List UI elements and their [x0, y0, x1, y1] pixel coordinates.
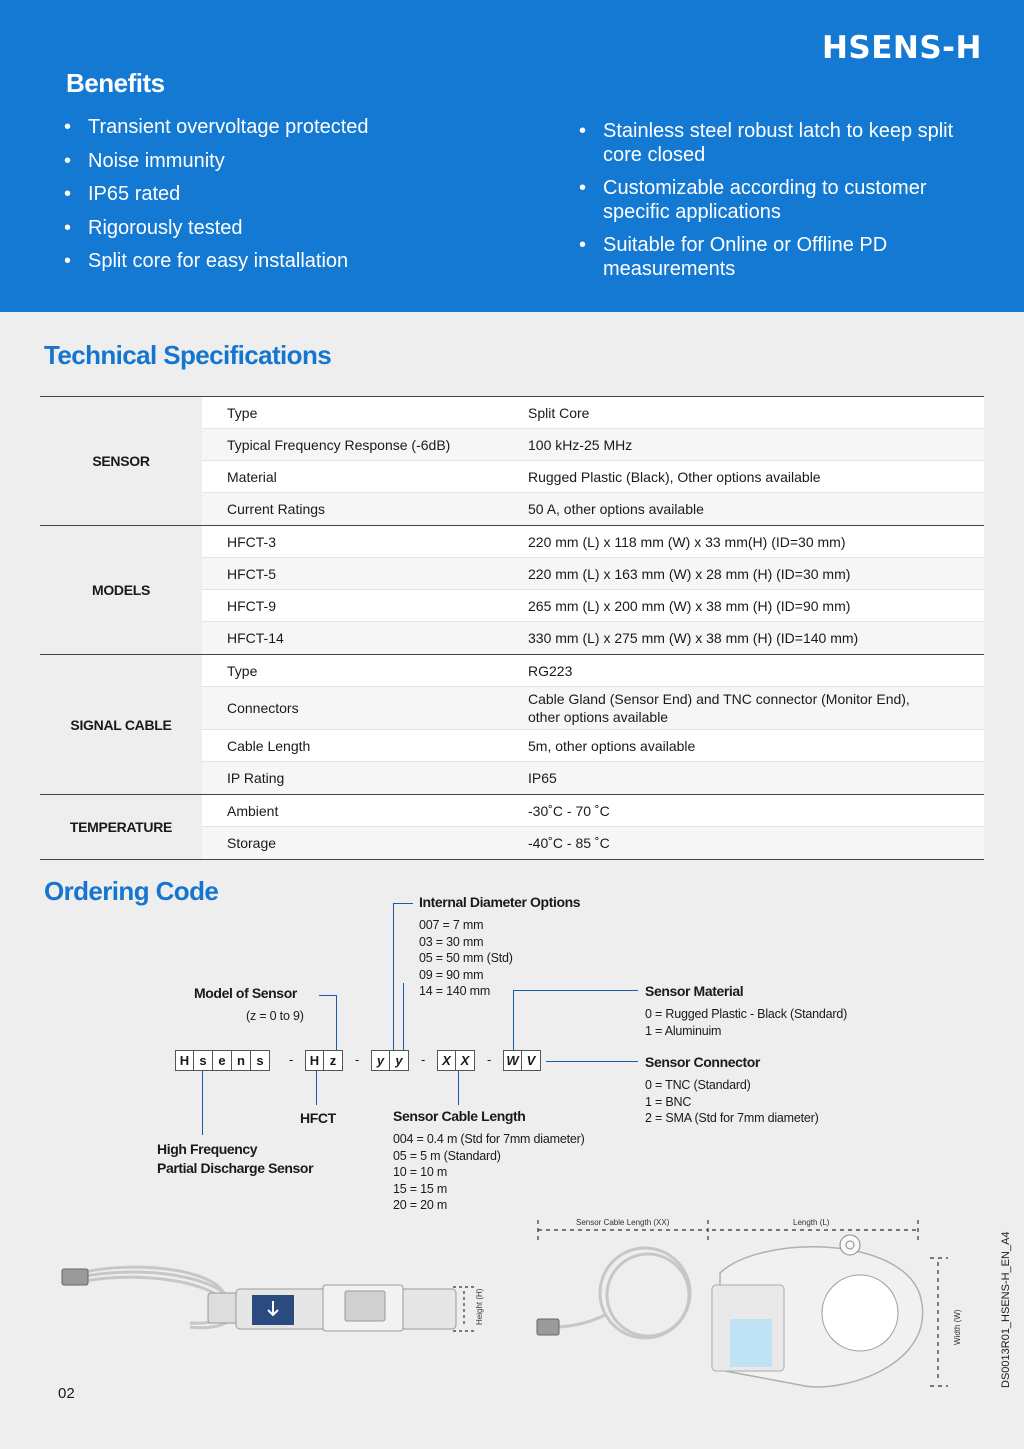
- table-row: [202, 762, 984, 794]
- table-row: [202, 429, 984, 461]
- ordering-title: Ordering Code: [44, 876, 219, 906]
- spec-value: 265 mm (L) x 200 mm (W) x 38 mm (H) (ID=90 mm): [528, 597, 851, 614]
- cable-length-title: Sensor Cable Length: [393, 1108, 526, 1124]
- leader-line: [393, 903, 394, 1050]
- table-row: [202, 622, 984, 654]
- spec-key: HFCT-5: [227, 565, 276, 582]
- code-char: s: [194, 1050, 213, 1071]
- internal-diameter-title: Internal Diameter Options: [419, 894, 581, 910]
- brand-logo: HSENS-H: [821, 30, 982, 66]
- spec-value: RG223: [528, 662, 573, 679]
- code-char: y: [390, 1050, 409, 1071]
- sensor-connector-options: [645, 1077, 819, 1127]
- spec-value: 330 mm (L) x 275 mm (W) x 38 mm (H) (ID=140 mm): [528, 630, 859, 646]
- option-line: 0 = TNC (Standard): [645, 1078, 751, 1092]
- benefit-item: • Customizable according to customer specific applications: [579, 176, 979, 224]
- leader-line: [393, 903, 413, 904]
- specs-title: Technical Specifications: [44, 340, 332, 370]
- sensor-material-title: Sensor Material: [645, 983, 744, 999]
- code-char: H: [175, 1050, 194, 1071]
- benefits-title: Benefits: [66, 68, 165, 98]
- option-line: 10 = 10 m: [393, 1165, 448, 1179]
- benefit-item: • Rigorously tested: [64, 216, 369, 240]
- benefit-item: • Suitable for Online or Offline PD measurements: [579, 233, 979, 281]
- spec-value: -40˚C - 85 ˚C: [528, 835, 610, 851]
- spec-group-label: TEMPERATURE: [69, 819, 173, 835]
- spec-key: Cable Length: [227, 737, 311, 754]
- code-box-hsens: [175, 1050, 270, 1071]
- spec-group-signal-cable: [40, 654, 984, 794]
- option-line: 05 = 50 mm (Std): [419, 951, 513, 965]
- specs-table: [40, 396, 984, 860]
- option-line: 1 = Aluminuim: [645, 1023, 722, 1038]
- code-char: H: [305, 1050, 324, 1071]
- spec-group-models: [40, 525, 984, 654]
- spec-value: 5m, other options available: [528, 737, 696, 754]
- spec-value: Rugged Plastic (Black), Other options available: [528, 468, 821, 485]
- spec-value: Split Core: [528, 404, 590, 421]
- option-line: 2 = SMA (Std for 7mm diameter): [645, 1111, 819, 1125]
- model-note: (z = 0 to 9): [246, 1009, 304, 1023]
- table-row: [202, 461, 984, 493]
- option-line: 004 = 0.4 m (Std for 7mm diameter): [393, 1132, 585, 1146]
- code-char: n: [232, 1050, 251, 1071]
- option-line: 007 = 7 mm: [419, 918, 484, 932]
- length-label: Length (L): [793, 1218, 830, 1227]
- code-char: z: [324, 1050, 343, 1071]
- table-row: [202, 827, 984, 859]
- spec-value: 100 kHz-25 MHz: [528, 436, 633, 453]
- leader-line: [319, 995, 336, 996]
- table-row: [202, 493, 984, 525]
- option-line: 15 = 15 m: [393, 1181, 448, 1196]
- spec-value: 50 A, other options available: [528, 501, 704, 517]
- spec-key: Ambient: [227, 802, 279, 819]
- spec-group-sensor: [40, 396, 984, 525]
- cable-length-options: [393, 1131, 585, 1214]
- option-line: 0 = Rugged Plastic - Black (Standard): [645, 1007, 848, 1021]
- spec-group-temperature: [40, 794, 984, 860]
- spec-value: IP65: [528, 770, 557, 786]
- spec-key: HFCT-14: [227, 630, 284, 646]
- leader-line: [336, 995, 337, 1050]
- spec-value: Cable Gland (Sensor End) and TNC connector (Monitor End), other options available: [528, 691, 910, 725]
- cable-gland-icon: [208, 1293, 238, 1323]
- cable-coil-right: [555, 1248, 690, 1338]
- option-line: 20 = 20 m: [393, 1198, 448, 1212]
- sensor-drawing: [40, 1215, 1000, 1395]
- spec-key: IP Rating: [227, 770, 285, 786]
- option-line: 03 = 30 mm: [419, 934, 484, 949]
- spec-key: Material: [227, 468, 277, 485]
- label-line: Partial Discharge Sensor: [157, 1160, 314, 1176]
- sensor-material-options: [645, 1006, 847, 1039]
- leader-line: [546, 1061, 638, 1062]
- table-row: [202, 397, 984, 429]
- spec-value: 220 mm (L) x 163 mm (W) x 28 mm (H) (ID=30 mm): [528, 565, 851, 582]
- table-row: [202, 730, 984, 762]
- spec-value: 220 mm (L) x 118 mm (W) x 33 mm(H) (ID=30 mm): [528, 533, 846, 550]
- table-row: [202, 526, 984, 558]
- benefits-banner: [0, 0, 1024, 312]
- leader-line: [458, 1071, 459, 1105]
- option-line: 14 = 140 mm: [419, 984, 491, 998]
- sensor-label: [730, 1319, 772, 1367]
- leader-line: [316, 1071, 317, 1105]
- code-char: y: [371, 1050, 390, 1071]
- code-char: X: [456, 1050, 475, 1071]
- width-label: Width (W): [953, 1309, 962, 1345]
- table-row: [202, 655, 984, 687]
- model-of-sensor-title: Model of Sensor: [194, 985, 297, 1001]
- spec-key: Type: [227, 404, 258, 421]
- spec-key: Storage: [227, 835, 277, 851]
- mounting-ring-icon: [840, 1235, 860, 1255]
- benefits-list-right: [579, 119, 979, 290]
- benefit-item: • Transient overvoltage protected: [64, 115, 369, 139]
- benefit-item: • Split core for easy installation: [64, 249, 369, 273]
- benefit-item: • Noise immunity: [64, 149, 369, 173]
- benefit-item: • IP65 rated: [64, 182, 369, 206]
- code-char: W: [503, 1050, 522, 1071]
- width-dimension: [930, 1258, 948, 1386]
- connector-icon: [62, 1269, 88, 1285]
- benefit-item: • Stainless steel robust latch to keep split core closed: [579, 119, 979, 167]
- code-box-diameter: [371, 1050, 409, 1071]
- spec-group-label: SIGNAL CABLE: [70, 716, 172, 733]
- table-row: [202, 590, 984, 622]
- code-dash: -: [355, 1052, 360, 1067]
- spec-value: -30˚C - 70 ˚C: [528, 802, 610, 819]
- option-line: 05 = 5 m (Standard): [393, 1148, 501, 1163]
- leader-line: [513, 990, 638, 991]
- code-box-options: [503, 1050, 541, 1071]
- spec-key: HFCT-3: [227, 533, 276, 550]
- spec-group-label: MODELS: [91, 582, 151, 598]
- table-row: [202, 795, 984, 827]
- spec-key: Current Ratings: [227, 501, 326, 517]
- benefits-list-left: [64, 115, 369, 283]
- hf-pd-sensor-label: [157, 1140, 313, 1178]
- leader-line: [403, 983, 404, 1050]
- code-char: X: [437, 1050, 456, 1071]
- code-dash: -: [487, 1052, 492, 1067]
- spec-key: HFCT-9: [227, 597, 276, 614]
- table-row: [202, 558, 984, 590]
- code-char: V: [522, 1050, 541, 1071]
- label-line: High Frequency: [157, 1141, 258, 1157]
- spec-key: Connectors: [227, 700, 299, 716]
- hfct-label: HFCT: [300, 1110, 336, 1126]
- page-number: 02: [58, 1385, 75, 1402]
- latch-clip-icon: [345, 1291, 385, 1321]
- sensor-aperture: [822, 1275, 898, 1351]
- spec-key: Type: [227, 662, 258, 679]
- internal-diameter-options: [419, 917, 513, 1000]
- cable-length-label: Sensor Cable Length (XX): [576, 1218, 670, 1227]
- height-label: Height (H): [475, 1288, 484, 1325]
- spec-key: Typical Frequency Response (-6dB): [227, 436, 451, 453]
- code-dash: -: [289, 1052, 294, 1067]
- leader-line: [513, 990, 514, 1050]
- table-row: [202, 687, 984, 730]
- code-dash: -: [421, 1052, 426, 1067]
- option-line: 09 = 90 mm: [419, 967, 484, 982]
- code-box-length: [437, 1050, 475, 1071]
- code-char: s: [251, 1050, 270, 1071]
- code-box-model: [305, 1050, 343, 1071]
- code-char: e: [213, 1050, 232, 1071]
- leader-line: [202, 1071, 203, 1135]
- connector-icon: [537, 1319, 559, 1335]
- document-id: DS0013R01_HSENS-H_EN_A4: [1000, 1231, 1012, 1388]
- sensor-connector-title: Sensor Connector: [645, 1054, 760, 1070]
- option-line: 1 = BNC: [645, 1094, 692, 1109]
- spec-group-label: SENSOR: [92, 453, 150, 469]
